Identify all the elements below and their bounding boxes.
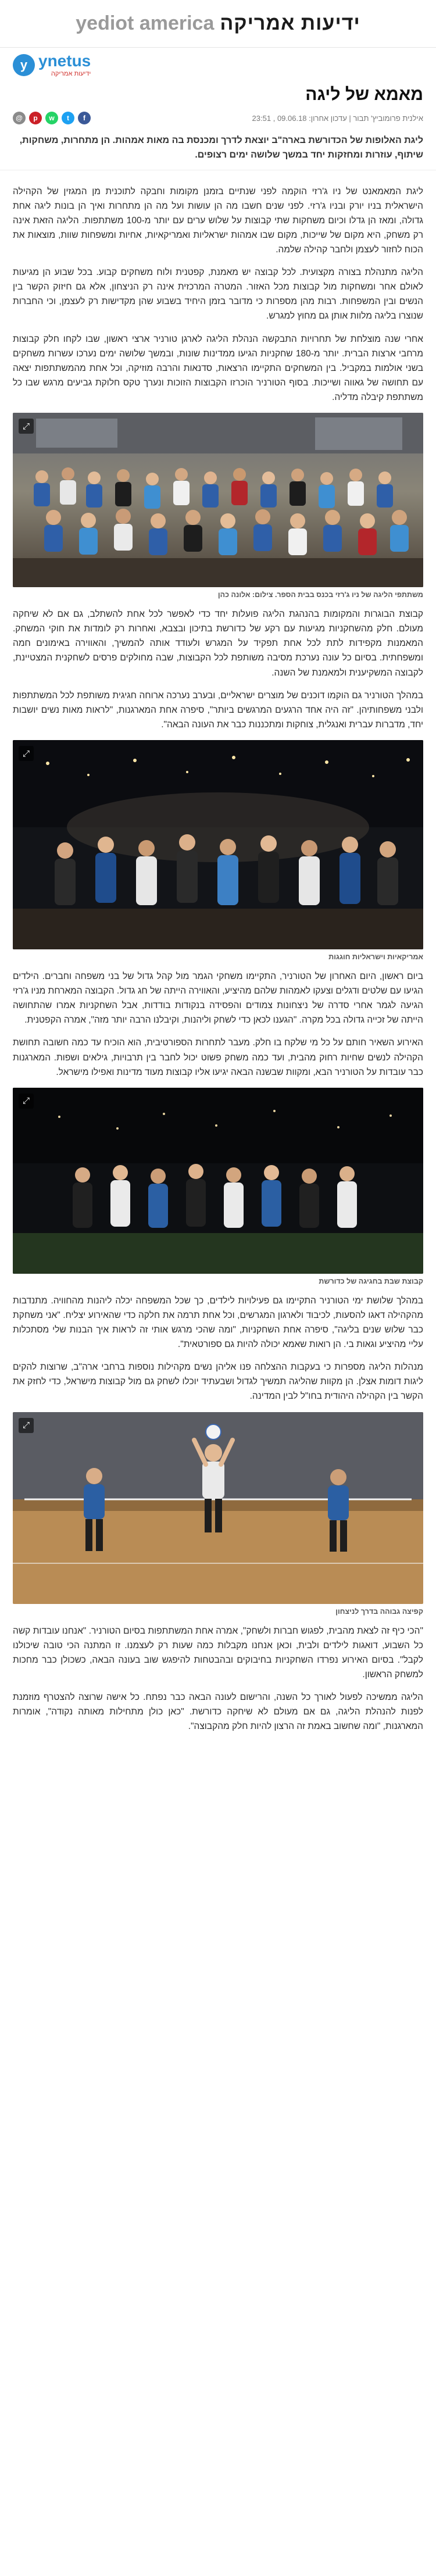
body-paragraph: קבוצת הבוגרות והמקומות בהנהגת הליגה פועלות יחד כדי לאפשר לכל אחת להשתלב, גם אם לא שיחקה מעולם. חלק מהשחקניות מגיעות עם רקע של כדורשת בתיכון ובצבא, ואחרות רק לומדות את חוקי המשחק. המאמנות מקפידות לתת לכל אחת תפקיד על המגרש ולעודד אותה להמשיך, והאווירה באימונים חמה ומשפחתית. בסיום כל עונה נערכת מסיבה משותפת לכל הקבוצות, שבה מחולקים פרסים לשחקנית המצטיינת, לקבוצה המשקיענית ולמאמנת של השנה. — [13, 609, 423, 678]
pinterest-share-icon[interactable]: p — [29, 112, 42, 124]
share-bar — [13, 112, 91, 124]
article-title: מאמא של ליגה — [305, 85, 423, 104]
body-paragraph: האירוע השאיר חותם על כל מי שלקח בו חלק. מעבר לתחרות הספורטיבית, הוא הוכיח עד כמה חשובה תחושת הקהילה לנשים שחיות רחוק מהבית, ועד כמה משחק פשוט יכול לחבר בין תרבויות, גילאים ושפות. המארגנות כבר עובדות על הטורניר הבא, ומקוות שבשנה הבאה יגיעו אליו קבוצות מעוד מדינות ואפילו מישראל. — [13, 1038, 423, 1077]
title-row — [0, 83, 436, 105]
brand-english: yediot america — [76, 12, 215, 34]
brand-hebrew: ידיעות אמריקה — [220, 12, 360, 34]
body-paragraph: מנהלות הליגה מספרות כי בעקבות ההצלחה פנו אליהן נשים מקהילות נוספות ברחבי ארה"ב, שרוצות להקים ליגות דומות אצלן. הן מקוות שהליגה תמשיך לגדול ושבעתיד יוכלו לשחק גם מול קבוצות מישראל, כדי לחזק את הקשר בין הקהילה היהודית בחו"ל לבין המדינה. — [13, 1362, 423, 1402]
twitter-share-icon[interactable]: t — [62, 112, 74, 124]
article-photo-game[interactable] — [13, 1412, 423, 1604]
facebook-share-icon[interactable]: f — [78, 112, 91, 124]
body-paragraph: הליגה מתנהלת בצורה מקצועית. לכל קבוצה יש מאמנת, קפטנית ולוח משחקים קבוע. בכל שבוע הן מגיעות לאולם אחר ומשחקות מול קבוצות מכל האזור. המטרה המרכזית אינה רק הניצחון, אלא גם חיזוק הקשר בין הנשים ובין המשפחות. רבות מהן מספרות כי מדובר בזמן היחיד בשבוע שהן מקדישות רק לעצמן, וכי החברות שנוצרו בליגה מלוות אותן גם מחוץ למגרש. — [13, 267, 423, 321]
photo-caption: קפיצה גבוהה בדרך לניצחון — [335, 1607, 423, 1616]
expand-photo-icon[interactable]: ⤢ — [19, 746, 34, 761]
logo-row — [0, 48, 436, 83]
photo-caption: קבוצת שבת בחגיגה של כדורשת — [319, 1277, 423, 1285]
site-header — [0, 0, 436, 83]
body-paragraph: "הכי כיף זה לצאת מהבית, לפגוש חברות ולשחק", אמרה אחת המשתתפות בסיום הטורניר. "אנחנו עובדות קשה כל השבוע, דואגות לילדים ולבית, וכאן אנחנו מקבלות כמה שעות רק לעצמנו. זו המתנה הכי טובה שיכולנו לקבל". בסיום האירוע נפרדו השחקניות בחיבוקים ובהבטחות להיפגש שוב בעונה הבאה, כשכולן כבר מחכות למשחק הראשון. — [13, 1625, 423, 1680]
body-paragraph: אחרי שנה מוצלחת של תחרויות התבקשה הנהלת הליגה לארגן טורניר ארצי ראשון, שבו לקחו חלק קבוצות מרחבי ארצות הברית. יותר מ-180 שחקניות הגיעו ממדינות שונות, ובמשך שלושה ימים נערכו עשרות משחקים בשני אולמות במקביל. בין המשחקים התקיימו הרצאות, סדנאות והרבה מוזיקה, וכל אחת מהמשתתפות יצאה עם תחושה של גאווה ושייכות. בסוף הטורניר הוכרזו הקבוצות הזוכות ונערך טקס חלוקת גביעים מרגש שבו כל משתתפת קיבלה מדליה. — [13, 334, 423, 403]
ynet-logo-icon: y — [13, 54, 35, 76]
body-paragraph: ליגת המאמאנט של ניו ג'רזי הוקמה לפני שנתיים בזמנן מקומות וחבקה לתוכנית מן המגזין של הקהילה הישראלית בניו יורק ובניו ג'רזי. לפני שנים חשבו מה הן עושות ועל מה הן מתחרות ואיך הן בונות ליגה אחת גדולה, ומאז הן גדלו וכיום משחקות שתי קבוצות על שלוש ערים עם יותר מ-100 משתתפות. הליגה הזאת אינה רק משחק, היא מקום של שייכות, מקום שבו אמהות ישראליות ואמריקאיות, אחיות ומשפחות שוות, מוצאות את הכוח לחזור לעצמן ולחבר קהילה שלמה. — [13, 186, 423, 255]
body-paragraph: ביום ראשון, היום האחרון של הטורניר, התקיימו משחקי הגמר מול קהל גדול של בני משפחה וחברים. הילדים הגיעו עם שלטים ודגלים וצעקו לאמהות שלהם מהיציע, והאווירה הייתה של חג גדול. הקבוצה המארחת מניו ג'רזי הגיעה לגמר אחרי סדרה של ניצחונות צמודים והפסידה בנקודות בודדות, אבל השחקניות אמרו שהתחושה הייתה של זכייה גדולה בכל מקרה. "הגענו לכאן כדי לשחק וליהנות, וקיבלנו הרבה יותר מזה", אמרה הקפטנית. — [13, 971, 423, 1026]
meta-row — [0, 105, 436, 130]
article-body — [0, 170, 436, 1734]
photo-caption: אמריקאיות וישראליות חוגגות — [328, 953, 423, 961]
ynet-logo-subtitle: ידיעות אמריקה — [51, 70, 91, 77]
photo-caption: משתתפי הליגה של ניו ג'רזי בכנס בבית הספר. צילום: אלונה כהן — [217, 591, 423, 599]
expand-photo-icon[interactable]: ⤢ — [19, 419, 34, 434]
expand-photo-icon[interactable]: ⤢ — [19, 1418, 34, 1433]
body-paragraph: במהלך שלושת ימי הטורניר התקיימו גם פעילויות לילדים, כך שכל המשפחה יכלה ליהנות מהחוויה. מתנדבות מהקהילה דאגו להסעות, לכיבוד ולארגון המגרשים, וכל אחת תרמה את חלקה כדי שהאירוע יצליח. "אני משחקת כבר שלוש שנים בליגה", סיפרה אחת השחקניות, "ומה שהכי מרגש אותי זה לראות איך הבנות שלי מסתכלות עליי מהיציע וגאות בי. הן רואות שאמא יכולה להיות גם ספורטאית". — [13, 1295, 423, 1350]
article-lead: ליגת האלופות של הכדורשת בארה"ב יוצאת לדרך ומכנסת בה מאות אמהות. הן מתחרות, משחקות, שיתוף, עוזרות ומחזקות יחד במשך שלושה ימים רצופים. — [0, 130, 436, 170]
article-byline: אילנית פרומוביץ' תבור | עדכון אחרון: 09.06.18 , 23:51 — [252, 113, 423, 123]
team-photo-illustration — [13, 1088, 423, 1274]
article-photo-group[interactable] — [13, 413, 423, 587]
body-paragraph: במהלך הטורניר גם הוקמו דוכנים של מוצרים ישראליים, ובערב נערכה ארוחה חגיגית משותפת לכל המשתתפות ולבני משפחותיהן. "זה היה אחד הרגעים המרגשים ביותר", סיפרה אחת המארגנות, "לראות מאות נשים יושבות יחד, מדברות עברית ואנגלית, צוחקות ומתכננות כבר את העונה הבאה". — [13, 690, 423, 730]
game-photo-illustration — [13, 1412, 423, 1604]
ynet-logo[interactable] — [13, 53, 91, 77]
ynet-logo-word: ynetus — [38, 52, 91, 70]
article-photo-celebration[interactable] — [13, 740, 423, 949]
group-photo-illustration — [13, 413, 423, 587]
email-share-icon[interactable]: @ — [13, 112, 26, 124]
article-photo-team[interactable] — [13, 1088, 423, 1274]
expand-photo-icon[interactable]: ⤢ — [19, 1094, 34, 1109]
body-paragraph: הליגה ממשיכה לפעול לאורך כל השנה, והרישום לעונה הבאה כבר נפתח. כל אישה שרוצה להצטרף מוזמנת לפנות להנהלת הליגה, גם אם מעולם לא שיחקה כדורשת. "כאן כולן מתחילות מאותה נקודה", אומרות המארגנות, "ומה שחשוב באמת זה הרצון להיות חלק מהקבוצה". — [13, 1692, 423, 1732]
masthead[interactable] — [0, 0, 436, 48]
whatsapp-share-icon[interactable]: w — [45, 112, 58, 124]
celebration-photo-illustration — [13, 740, 423, 949]
